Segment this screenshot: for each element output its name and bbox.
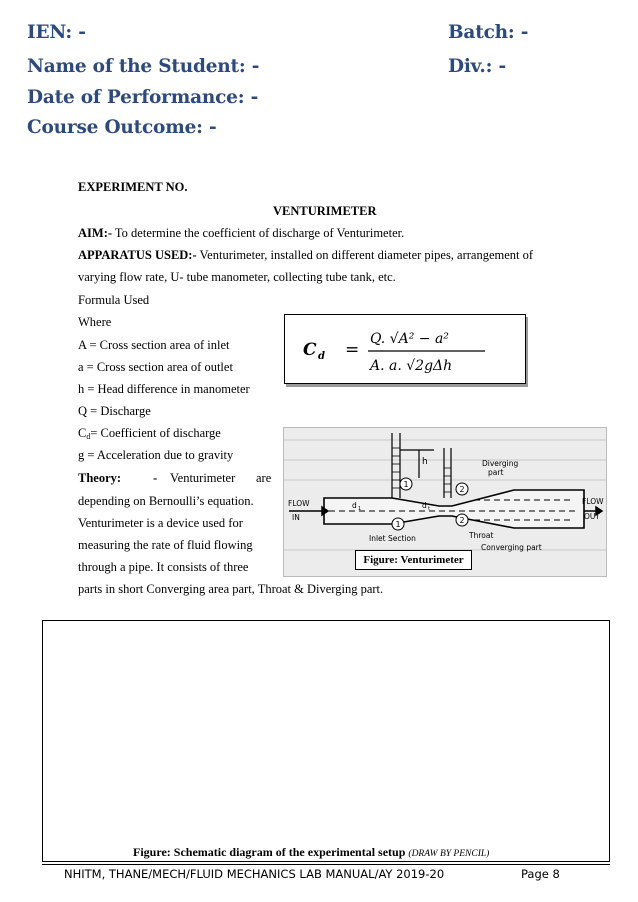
experiment-title: VENTURIMETER xyxy=(273,204,377,218)
schematic-drawing-area xyxy=(42,620,610,862)
cd-text: = Coefficient of discharge xyxy=(90,426,221,440)
division-label: Div.: - xyxy=(448,56,506,77)
cd-subscript: d xyxy=(86,432,91,441)
label-flow-in-2: IN xyxy=(292,513,300,522)
footer-divider xyxy=(42,864,610,865)
definition-inlet-area: A = Cross section area of inlet xyxy=(78,338,230,352)
definition-head-difference: h = Head difference in manometer xyxy=(78,382,250,396)
theory-line-1: depending on Bernoulli’s equation. xyxy=(78,494,254,508)
definition-gravity: g = Acceleration due to gravity xyxy=(78,448,234,462)
label-h: h xyxy=(422,457,428,467)
theory-are: are xyxy=(256,471,272,485)
venturi-body xyxy=(324,490,584,528)
label-part: part xyxy=(488,468,504,477)
experiment-number: EXPERIMENT NO. xyxy=(78,180,188,194)
apparatus-text-1: Venturimeter, installed on different diameter pipes, arrangement of xyxy=(196,248,534,262)
cd-symbol: C xyxy=(78,426,87,440)
formula-box xyxy=(284,314,526,384)
apparatus-line-1 xyxy=(78,248,533,263)
schematic-note: (DRAW BY PENCIL) xyxy=(408,849,490,859)
where-label: Where xyxy=(78,315,112,329)
schematic-caption xyxy=(133,845,489,860)
theory-label: Theory: xyxy=(78,471,122,485)
marker-2-top: 2 xyxy=(459,485,465,494)
label-flow-out-1: FLOW xyxy=(582,497,604,506)
schematic-caption-text: Figure: Schematic diagram of the experimental setup xyxy=(133,845,406,859)
theory-line-3: measuring the rate of fluid flowing xyxy=(78,538,253,552)
label-d1-sub: 1 xyxy=(358,506,362,512)
definition-outlet-area: a = Cross section area of outlet xyxy=(78,360,233,374)
label-inlet-section: Inlet Section xyxy=(369,534,416,543)
marker-2-bottom: 2 xyxy=(459,516,465,525)
theory-line-2: Venturimeter is a device used for xyxy=(78,516,243,530)
formula-graphic xyxy=(285,315,525,383)
label-flow-in-1: FLOW xyxy=(288,499,310,508)
footer-manual-title: NHITM, THANE/MECH/FLUID MECHANICS LAB MANUAL/AY 2019-20 xyxy=(64,867,445,881)
formula-used-label: Formula Used xyxy=(78,293,150,307)
batch-label: Batch: - xyxy=(448,22,529,43)
formula-equals: = xyxy=(345,340,360,360)
aim-text: To determine the coefficient of discharge of Venturimeter. xyxy=(112,226,405,240)
formula-lhs-sub: d xyxy=(318,351,325,362)
aim-line xyxy=(78,226,404,241)
label-converging: Converging part xyxy=(481,543,542,552)
apparatus-label: APPARATUS USED:- xyxy=(78,248,197,262)
theory-dash: - xyxy=(153,471,158,485)
formula-denominator: A. a. √2gΔh xyxy=(370,358,453,374)
footer-page-number: Page 8 xyxy=(521,867,560,881)
date-of-performance-label: Date of Performance: - xyxy=(27,87,259,108)
aim-label: AIM:- xyxy=(78,226,113,240)
venturimeter-caption: Figure: Venturimeter xyxy=(355,550,472,570)
label-flow-out-2: OUT xyxy=(584,512,600,521)
student-name-label: Name of the Student: - xyxy=(27,56,260,77)
theory-line-5: parts in short Converging area part, Throat & Diverging part. xyxy=(78,582,384,596)
marker-1-bottom: 1 xyxy=(395,520,401,529)
label-dt-sub: t xyxy=(428,506,430,512)
label-d1: d xyxy=(352,501,357,510)
label-diverging: Diverging xyxy=(482,459,519,468)
formula-numerator: Q. √A² − a² xyxy=(370,331,449,347)
label-dt: d xyxy=(422,501,427,510)
definition-discharge: Q = Discharge xyxy=(78,404,151,418)
label-throat: Throat xyxy=(469,531,494,540)
theory-line-4: through a pipe. It consists of three xyxy=(78,560,249,574)
definition-coefficient xyxy=(78,426,221,441)
course-outcome-label: Course Outcome: - xyxy=(27,117,217,138)
formula-lhs: C xyxy=(303,340,317,360)
apparatus-line-2: varying flow rate, U- tube manometer, collecting tube tank, etc. xyxy=(78,270,396,284)
theory-word: Venturimeter xyxy=(170,471,236,485)
marker-1-top: 1 xyxy=(403,480,409,489)
ien-label: IEN: - xyxy=(27,22,86,43)
